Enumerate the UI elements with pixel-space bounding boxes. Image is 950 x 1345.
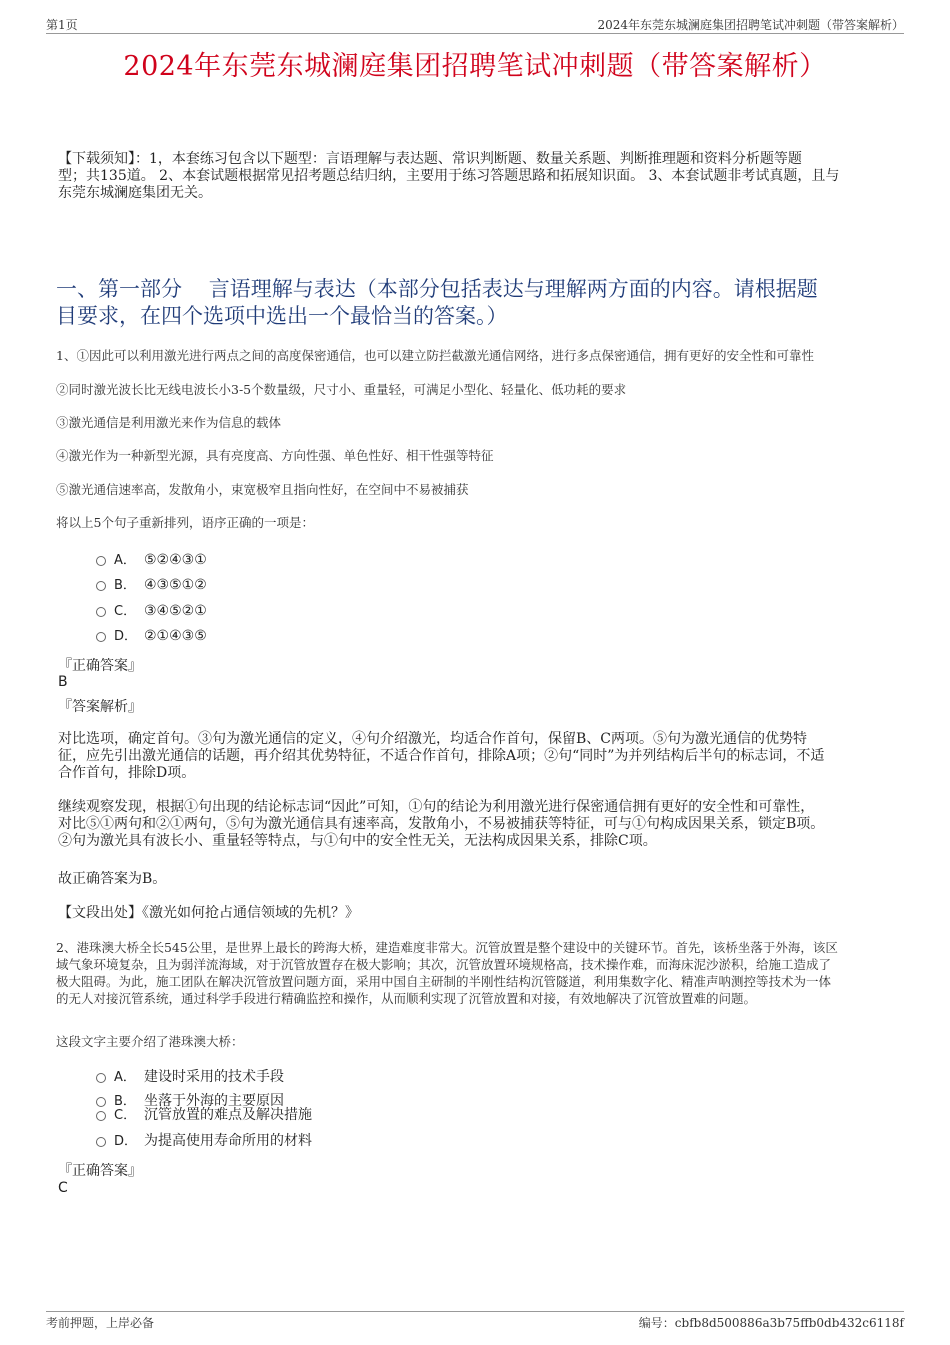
q1-sentence-2: ②同时激光波长比无线电波长小3-5个数量级，尺寸小、重量轻，可满足小型化、轻量化、低功耗的要求 xyxy=(56,382,627,397)
q1-stem: 将以上5个句子重新排列，语序正确的一项是： xyxy=(56,515,314,530)
q2-option-c[interactable]: C． 沉管放置的难点及解决措施 xyxy=(96,1105,312,1125)
q1-answer: B xyxy=(58,674,68,690)
q2-stem: 这段文字主要介绍了港珠澳大桥： xyxy=(56,1034,244,1049)
q2-option-d[interactable]: D． 为提高使用寿命所用的材料 xyxy=(96,1131,312,1151)
notice-line: 东莞东城澜庭集团无关。 xyxy=(58,185,212,201)
q1-answer-label: 『正确答案』 xyxy=(58,658,142,674)
running-header-title: 2024年东莞东城澜庭集团招聘笔试冲刺题（带答案解析） xyxy=(597,18,904,32)
section-heading-line: 一、第一部分 言语理解与表达（本部分包括表达与理解两方面的内容。请根据题 xyxy=(56,277,818,301)
q2-answer: C xyxy=(58,1180,68,1196)
q1-sentence-4: ④激光作为一种新型光源，具有亮度高、方向性强、单色性好、相干性强等特征 xyxy=(56,448,494,463)
radio-icon[interactable] xyxy=(96,581,106,591)
radio-icon[interactable] xyxy=(96,1111,106,1121)
q1-option-c[interactable]: C． ③④⑤②① xyxy=(96,601,207,621)
section-heading-line: 目要求，在四个选项中选出一个最恰当的答案。） xyxy=(56,304,508,328)
radio-icon[interactable] xyxy=(96,1073,106,1083)
header-divider xyxy=(46,33,904,34)
q1-sentence-3: ③激光通信是利用激光来作为信息的载体 xyxy=(56,415,282,430)
q1-conclusion: 故正确答案为B。 xyxy=(58,871,167,887)
section-heading xyxy=(56,276,906,330)
notice-line: 【下载须知】：1，本套练习包含以下题型：言语理解与表达题、常识判断题、数量关系题、判断推理题和资料分析题等题 xyxy=(58,151,802,167)
q1-source: 【文段出处】《激光如何抢占通信领域的先机？》 xyxy=(58,905,359,921)
footer-slogan: 考前押题，上岸必备 xyxy=(46,1316,155,1330)
download-notice xyxy=(58,151,908,202)
q1-sentence-1: 1、①因此可以利用激光进行两点之间的高度保密通信，也可以建立防拦截激光通信网络，进行多点保密通信，拥有更好的安全性和可靠性 xyxy=(56,348,814,363)
q1-analysis-label: 『答案解析』 xyxy=(58,699,142,715)
q2-answer-label: 『正确答案』 xyxy=(58,1163,142,1179)
footer-divider xyxy=(46,1311,904,1312)
q1-option-a[interactable]: A． ⑤②④③① xyxy=(96,550,207,570)
q2-option-a[interactable]: A． 建设时采用的技术手段 xyxy=(96,1067,284,1087)
q1-analysis-paragraph-2: 继续观察发现，根据①句出现的结论标志词“因此”可知，①句的结论为利用激光进行保密通信拥有更好的安全性和可靠性， 对比⑤①两句和②①两句，⑤句为激光通信具有速率高，发散角小，不易被捕获等特征，可与①句构成因果关系，锁定B项。 ②句为激光具有波长小、重量轻等特点，与①句中的安全性无关，无法构成因果关系，排除C项。 xyxy=(58,799,825,849)
notice-line: 型；共135道。 2、本套试题根据常见招考题总结归纳，主要用于练习答题思路和拓展知识面。 3、本套试题非考试真题，且与 xyxy=(58,168,840,184)
footer-serial: 编号：cbfb8d500886a3b75ffb0db432c6118f xyxy=(638,1316,904,1330)
q1-analysis-paragraph-1: 对比选项，确定首句。③句为激光通信的定义，④句介绍激光，均适合作首句，保留B、C两项。⑤句为激光通信的优势特 征，应先引出激光通信的话题，再介绍其优势特征，不适合作首句，排除A项；②句“同时”为并列结构后半句的标志词，不适 合作首句，排除D项。 xyxy=(58,731,825,781)
document-title: 2024年东莞东城澜庭集团招聘笔试冲刺题（带答案解析） xyxy=(123,51,827,82)
radio-icon[interactable] xyxy=(96,1137,106,1147)
radio-icon[interactable] xyxy=(96,556,106,566)
q2-passage: 2、港珠澳大桥全长545公里，是世界上最长的跨海大桥，建造难度非常大。沉管放置是整个建设中的关键环节。首先，该桥坐落于外海，该区 域气象环境复杂，且为弱洋流海域，对于沉管放置存在极大影响；其次，沉管放置环境规格高，技术操作难，而海床泥沙淤积，给施工造成了 极大阻碍。为此，施工团队在解决沉管放置问题方面，采用中国自主研制的半刚性结构沉管隧道，利用集数字化、精准声呐测控等技术为一体 的无人对接沉管系统，通过科学手段进行精确监控和操作，从而顺利实现了沉管放置和对接，有效地解决了沉管放置难的问题。 xyxy=(56,940,838,1006)
q1-sentence-5: ⑤激光通信速率高，发散角小，束宽极窄且指向性好，在空间中不易被捕获 xyxy=(56,482,469,497)
radio-icon[interactable] xyxy=(96,632,106,642)
q2-option-b[interactable]: B． 坐落于外海的主要原因 xyxy=(96,1091,284,1111)
radio-icon[interactable] xyxy=(96,607,106,617)
q1-option-d[interactable]: D． ②①④③⑤ xyxy=(96,626,207,646)
q1-option-b[interactable]: B． ④③⑤①② xyxy=(96,575,207,595)
page-number: 第1页 xyxy=(46,18,78,32)
